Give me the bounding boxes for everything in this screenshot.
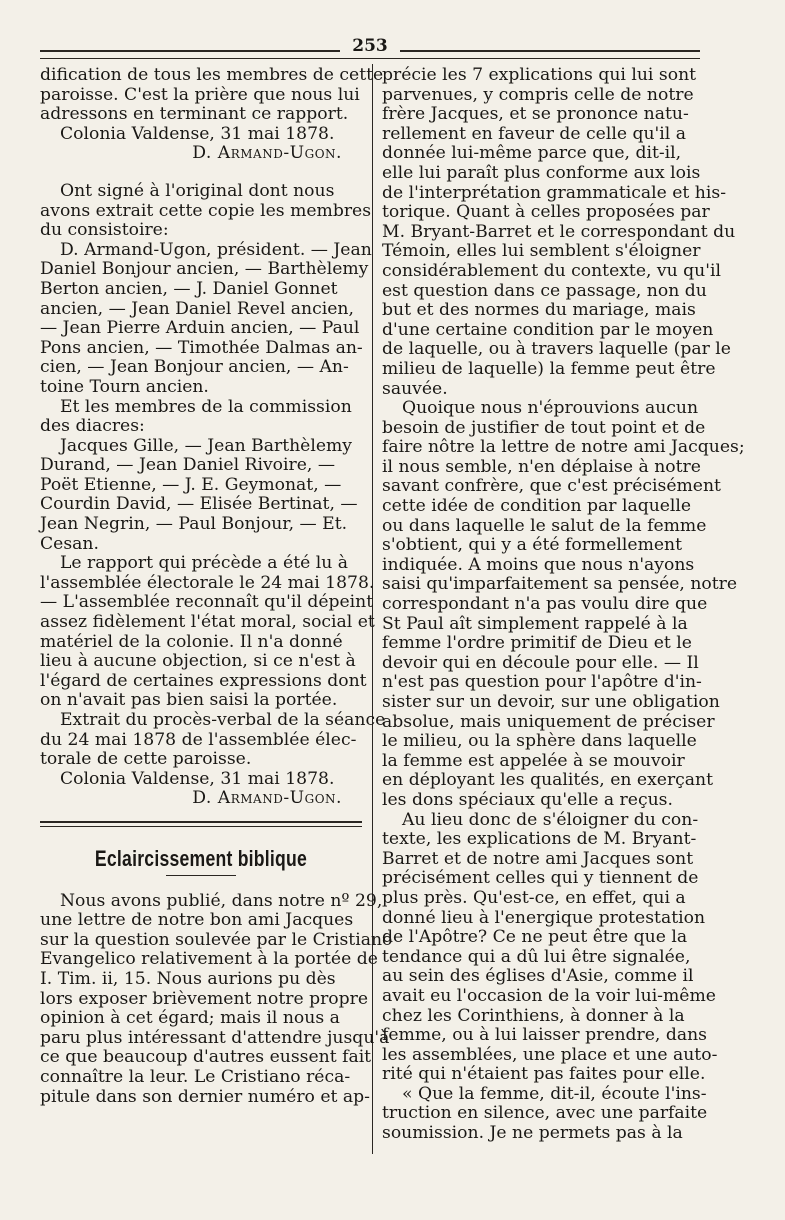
text-line: toine Tourn ancien. xyxy=(40,376,209,397)
text-line: Poët Etienne, — J. E. Geymonat, — xyxy=(40,474,342,495)
text-line: plus près. Qu'est-ce, en effet, qui a xyxy=(382,887,686,908)
text-line: au sein des églises d'Asie, comme il xyxy=(382,966,694,987)
text-line: du 24 mai 1878 de l'assemblée élec- xyxy=(40,729,357,750)
text-line: précisément celles qui y tiennent de xyxy=(382,868,699,889)
text-line: sauvée. xyxy=(382,378,448,399)
text-line: Nous avons publié, dans notre nº 29, xyxy=(60,890,383,911)
place-date: Colonia Valdense, 31 mai 1878. xyxy=(60,123,335,144)
text-line: St Paul aît simplement rappelé à la xyxy=(382,613,688,634)
left-column xyxy=(40,65,393,1107)
text-line: cien, — Jean Bonjour ancien, — An- xyxy=(40,357,349,378)
text-line: saisi qu'imparfaitement sa pensée, notre xyxy=(382,574,738,595)
paragraph-closing xyxy=(40,65,384,125)
text-line: matériel de la colonie. Il n'a donné xyxy=(40,631,343,652)
text-line: lors exposer brièvement notre propre xyxy=(40,988,369,1009)
text-line: truction en silence, avec une parfaite xyxy=(382,1103,708,1124)
text-line: I. Tim. ii, 15. Nous aurions pu dès xyxy=(40,968,336,989)
text-line: assez fidèlement l'état moral, social et xyxy=(40,612,375,633)
text-line: l'égard de certaines expressions dont xyxy=(40,670,367,691)
text-line: milieu de laquelle) la femme peut être xyxy=(382,358,716,379)
text-line: D. Armand-Ugon, président. — Jean xyxy=(60,239,372,260)
text-line: chez les Corinthiens, à donner à la xyxy=(382,1005,685,1026)
text-line: donnée lui-même parce que, dit-il, xyxy=(382,143,682,164)
text-line: sur la question soulevée par le Cristiano xyxy=(40,929,393,950)
text-line: est question dans ce passage, non du xyxy=(382,280,707,301)
text-line: — Jean Pierre Arduin ancien, — Paul xyxy=(40,318,360,339)
text-line: paroisse. C'est la prière que nous lui xyxy=(40,84,360,105)
text-line: « Que la femme, dit-il, écoute l'ins- xyxy=(402,1083,707,1104)
text-line: de l'interprétation grammaticale et his- xyxy=(382,182,727,203)
text-line: indiquée. A moins que nous n'ayons xyxy=(382,554,695,575)
text-line: Barret et de notre ami Jacques sont xyxy=(382,848,694,869)
article-body xyxy=(382,65,745,1144)
text-line: l'assemblée électorale le 24 mai 1878. xyxy=(40,572,375,593)
text-line: Daniel Bonjour ancien, — Barthèlemy xyxy=(40,259,369,280)
text-line: parvenues, y compris celle de notre xyxy=(382,84,694,105)
text-line: on n'avait pas bien saisi la portée. xyxy=(40,690,338,711)
article-intro xyxy=(40,890,393,1108)
text-line: de laquelle, ou à travers laquelle (par le xyxy=(382,339,731,360)
text-line: elle lui paraît plus conforme aux lois xyxy=(382,162,701,183)
text-line: Pons ancien, — Timothée Dalmas an- xyxy=(40,337,363,358)
text-line: Jean Negrin, — Paul Bonjour, — Et. xyxy=(40,514,348,535)
text-line: il nous semble, n'en déplaise à notre xyxy=(382,456,701,477)
text-line: de l'Apôtre? Ce ne peut être que la xyxy=(382,927,688,948)
text-line: ou dans laquelle le salut de la femme xyxy=(382,515,707,536)
text-line: le milieu, ou la sphère dans laquelle xyxy=(382,731,697,752)
text-line: dification de tous les membres de cette xyxy=(40,65,384,85)
text-line: savant confrère, que c'est précisément xyxy=(382,476,721,497)
text-line: en déployant les qualités, en exerçant xyxy=(382,770,714,791)
text-line: du consistoire: xyxy=(40,220,169,241)
text-line: Le rapport qui précède a été lu à xyxy=(60,553,349,574)
text-line: devoir qui en découle pour elle. — Il xyxy=(382,652,699,673)
text-line: donné lieu à l'energique protestation xyxy=(382,907,706,928)
text-line: correspondant n'a pas voulu dire que xyxy=(382,594,708,615)
place-date: Colonia Valdense, 31 mai 1878. xyxy=(60,768,335,789)
section-rule xyxy=(40,821,362,827)
text-line: Durand, — Jean Daniel Rivoire, — xyxy=(40,455,336,476)
text-line: Courdin David, — Elisée Bertinat, — xyxy=(40,494,358,515)
text-line: cette idée de condition par laquelle xyxy=(382,496,692,517)
text-line: absolue, mais uniquement de préciser xyxy=(382,711,715,732)
text-line: rellement en faveur de celle qu'il a xyxy=(382,123,686,144)
text-line: avons extrait cette copie les membres xyxy=(40,200,372,221)
text-line: considérablement du contexte, vu qu'il xyxy=(382,260,721,281)
text-line: sister sur un devoir, sur une obligation xyxy=(382,692,720,712)
signature: D. Armand-Ugon. xyxy=(192,143,342,164)
text-line: — L'assemblée reconnaît qu'il dépeint xyxy=(40,592,374,613)
page-number: 253 xyxy=(340,36,400,56)
text-line: avait eu l'occasion de la voir lui-même xyxy=(382,985,716,1006)
text-line: ce que beaucoup d'autres eussent fait xyxy=(40,1047,372,1068)
text-line: ancien, — Jean Daniel Revel ancien, xyxy=(40,298,354,319)
text-line: Témoin, elles lui semblent s'éloigner xyxy=(382,241,701,262)
text-line: opinion à cet égard; mais il nous a xyxy=(40,1008,340,1029)
text-line: Berton ancien, — J. Daniel Gonnet xyxy=(40,278,338,299)
text-line: Ont signé à l'original dont nous xyxy=(60,180,335,201)
title-underline xyxy=(166,875,236,876)
text-line: adressons en terminant ce rapport. xyxy=(40,104,349,125)
text-line: femme, ou à lui laisser prendre, dans xyxy=(382,1025,707,1046)
text-line: Quoique nous n'éprouvions aucun xyxy=(402,398,699,419)
right-column xyxy=(382,65,745,1144)
text-line: Au lieu donc de s'éloigner du con- xyxy=(402,809,699,830)
text-line: paru plus intéressant d'attendre jusqu'à xyxy=(40,1027,390,1048)
spacer xyxy=(40,164,362,182)
text-line: frère Jacques, et se prononce natu- xyxy=(382,104,689,125)
text-line: faire nôtre la lettre de notre ami Jacques; xyxy=(382,437,745,458)
text-line: connaître la leur. Le Cristiano réca- xyxy=(40,1066,351,1087)
text-line: des diacres: xyxy=(40,416,145,437)
text-line: n'est pas question pour l'apôtre d'in- xyxy=(382,672,702,693)
text-line: la femme est appelée à se mouvoir xyxy=(382,750,685,771)
text-line: texte, les explications de M. Bryant- xyxy=(382,829,697,850)
text-line: pitule dans son dernier numéro et ap- xyxy=(40,1086,370,1107)
text-line: Et les membres de la commission xyxy=(60,396,352,417)
text-line: soumission. Je ne permets pas à la xyxy=(382,1123,683,1144)
text-line: Jacques Gille, — Jean Barthèlemy xyxy=(60,435,353,456)
text-line: besoin de justifier de tout point et de xyxy=(382,417,706,438)
text-line: torique. Quant à celles proposées par xyxy=(382,202,710,223)
text-line: une lettre de notre bon ami Jacques xyxy=(40,910,354,931)
text-line: torale de cette paroisse. xyxy=(40,749,252,770)
signatories-block xyxy=(40,180,386,770)
text-line: s'obtient, qui y a été formellement xyxy=(382,535,683,556)
text-line: précie les 7 explications qui lui sont xyxy=(382,65,697,85)
text-line: les dons spéciaux qu'elle a reçus. xyxy=(382,789,673,810)
text-line: tendance qui a dû lui être signalée, xyxy=(382,946,691,967)
text-line: rité qui n'étaient pas faites pour elle. xyxy=(382,1064,706,1085)
text-line: d'une certaine condition par le moyen xyxy=(382,319,714,340)
text-line: but et des normes du mariage, mais xyxy=(382,300,696,321)
text-line: Evangelico relativement à la portée de xyxy=(40,949,378,970)
text-line: lieu à aucune objection, si ce n'est à xyxy=(40,651,356,672)
text-line: M. Bryant-Barret et le correspondant du xyxy=(382,221,736,242)
text-line: les assemblées, une place et une auto- xyxy=(382,1044,718,1065)
section-title: Eclaircissement biblique xyxy=(94,845,308,871)
text-line: femme l'ordre primitif de Dieu et le xyxy=(382,633,692,654)
text-line: Extrait du procès-verbal de la séance xyxy=(60,710,386,730)
text-line: Cesan. xyxy=(40,533,99,554)
signature: D. Armand-Ugon. xyxy=(192,788,342,809)
